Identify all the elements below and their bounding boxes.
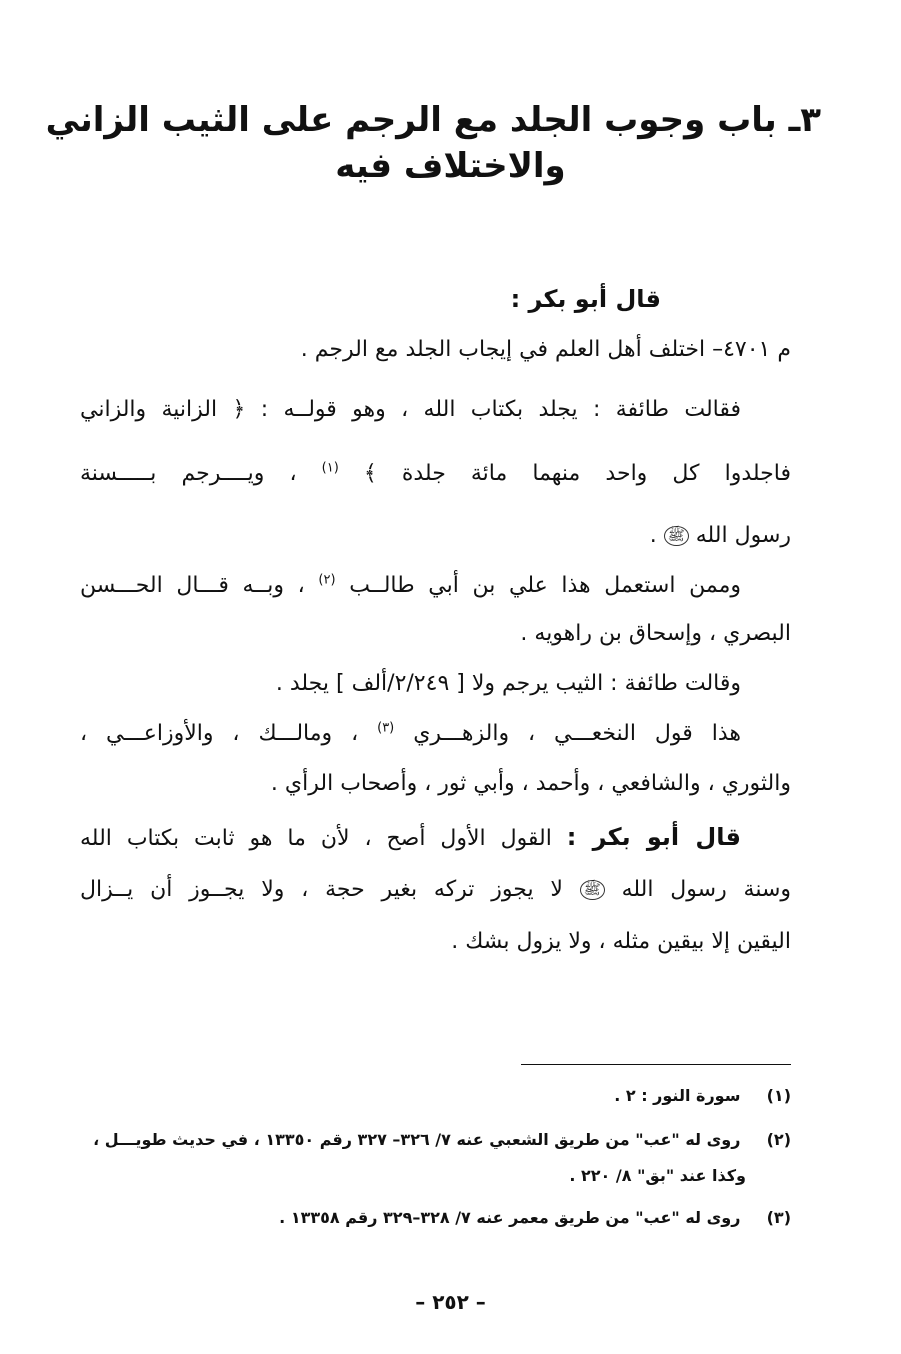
p1-line3-text: رسول الله	[695, 523, 791, 548]
p4-line2: والثوري ، والشافعي ، وأحمد ، وأبي ثور ، وأصحاب الرأي .	[270, 771, 791, 796]
p1-line2	[80, 460, 791, 489]
p2-line1	[80, 572, 741, 601]
p5-line1-rest: القول الأول أصح ، لأن ما هو ثابت بكتاب الله	[80, 826, 552, 851]
chapter-title-line2: والاختلاف فيه	[335, 146, 566, 186]
p5-line1	[80, 822, 741, 854]
p5-line2	[80, 876, 791, 905]
footnote-2	[93, 1130, 791, 1151]
footnote-3	[279, 1208, 791, 1229]
quran-verse-part1: الزانية والزاني	[80, 397, 218, 422]
p2-line2: البصري ، وإسحاق بن راهويه .	[520, 621, 791, 646]
footnote-text: روى له "عب" من طريق الشعبي عنه ٧/ ٣٢٦– ٣٢٧ رقم ١٣٣٥٠ ، في حديث طويـــل ،	[93, 1130, 741, 1149]
quran-verse-part2: فاجلدوا كل واحد منهما مائة جلدة	[401, 461, 791, 486]
p1-line3	[650, 522, 791, 551]
p1-line1-text: فقالت طائفة : يجلد بكتاب الله ، وهو قولــه :	[260, 397, 741, 422]
quran-close-bracket: ﴾	[363, 461, 377, 486]
footnote-number: (١)	[766, 1086, 791, 1105]
footnote-ref-2: (٢)	[318, 572, 336, 588]
footnote-ref-1: (١)	[321, 460, 339, 476]
footnote-number: (٣)	[766, 1208, 791, 1227]
p5-line3: اليقين إلا بيقين مثله ، ولا يزول بشك .	[451, 929, 791, 954]
quran-open-bracket: ﴿	[232, 397, 246, 422]
footnote-text: سورة النور : ٢ .	[614, 1086, 741, 1105]
footnote-number: (٢)	[766, 1130, 791, 1149]
p2-line1-a: وممن استعمل هذا علي بن أبي طالــب	[349, 573, 742, 598]
footnote-separator	[521, 1064, 791, 1065]
page-number: – ٢٥٢ –	[415, 1290, 486, 1314]
p1-line1	[80, 396, 741, 425]
paragraph-m4701: م ٤٧٠١– اختلف أهل العلم في إيجاب الجلد مع الرجم .	[300, 337, 791, 362]
footnote-text: روى له "عب" من طريق معمر عنه ٧/ ٣٢٨–٣٢٩ رقم ١٣٣٥٨ .	[279, 1208, 741, 1227]
p4-line1-a: هذا قول النخعـــي ، والزهـــري	[413, 721, 741, 746]
p5-speaker: قال أبو بكر :	[566, 823, 741, 851]
p4-line1	[80, 720, 741, 749]
p3-line1: وقالت طائفة : الثيب يرجم ولا [ ٢/٢٤٩/ألف ] يجلد .	[275, 671, 741, 696]
footnote-2-continued: وكذا عند "بق" ٨/ ٢٢٠ .	[569, 1166, 746, 1185]
footnote-1	[614, 1086, 791, 1107]
p1-line3-end: .	[649, 523, 657, 548]
p1-line2-tail: ، ويــــرجم بـــــسنة	[80, 461, 297, 486]
p5-line2-a: وسنة رسول الله	[621, 877, 792, 902]
p4-line1-b: ، ومالـــك ، والأوزاعـــي ،	[80, 721, 359, 746]
chapter-title-line1: ٣ـ باب وجوب الجلد مع الرجم على الثيب الزاني	[45, 100, 821, 140]
sallallah-ligature: ﷺ	[664, 526, 689, 546]
sallallah-ligature: ﷺ	[580, 880, 605, 900]
speaker-heading: قال أبو بكر :	[510, 285, 661, 313]
p5-line2-b: لا يجوز تركه بغير حجة ، ولا يجــوز أن يــزال	[80, 877, 563, 902]
p2-line1-b: ، وبــه قـــال الحـــسن	[80, 573, 305, 598]
footnote-ref-3: (٣)	[377, 720, 395, 736]
